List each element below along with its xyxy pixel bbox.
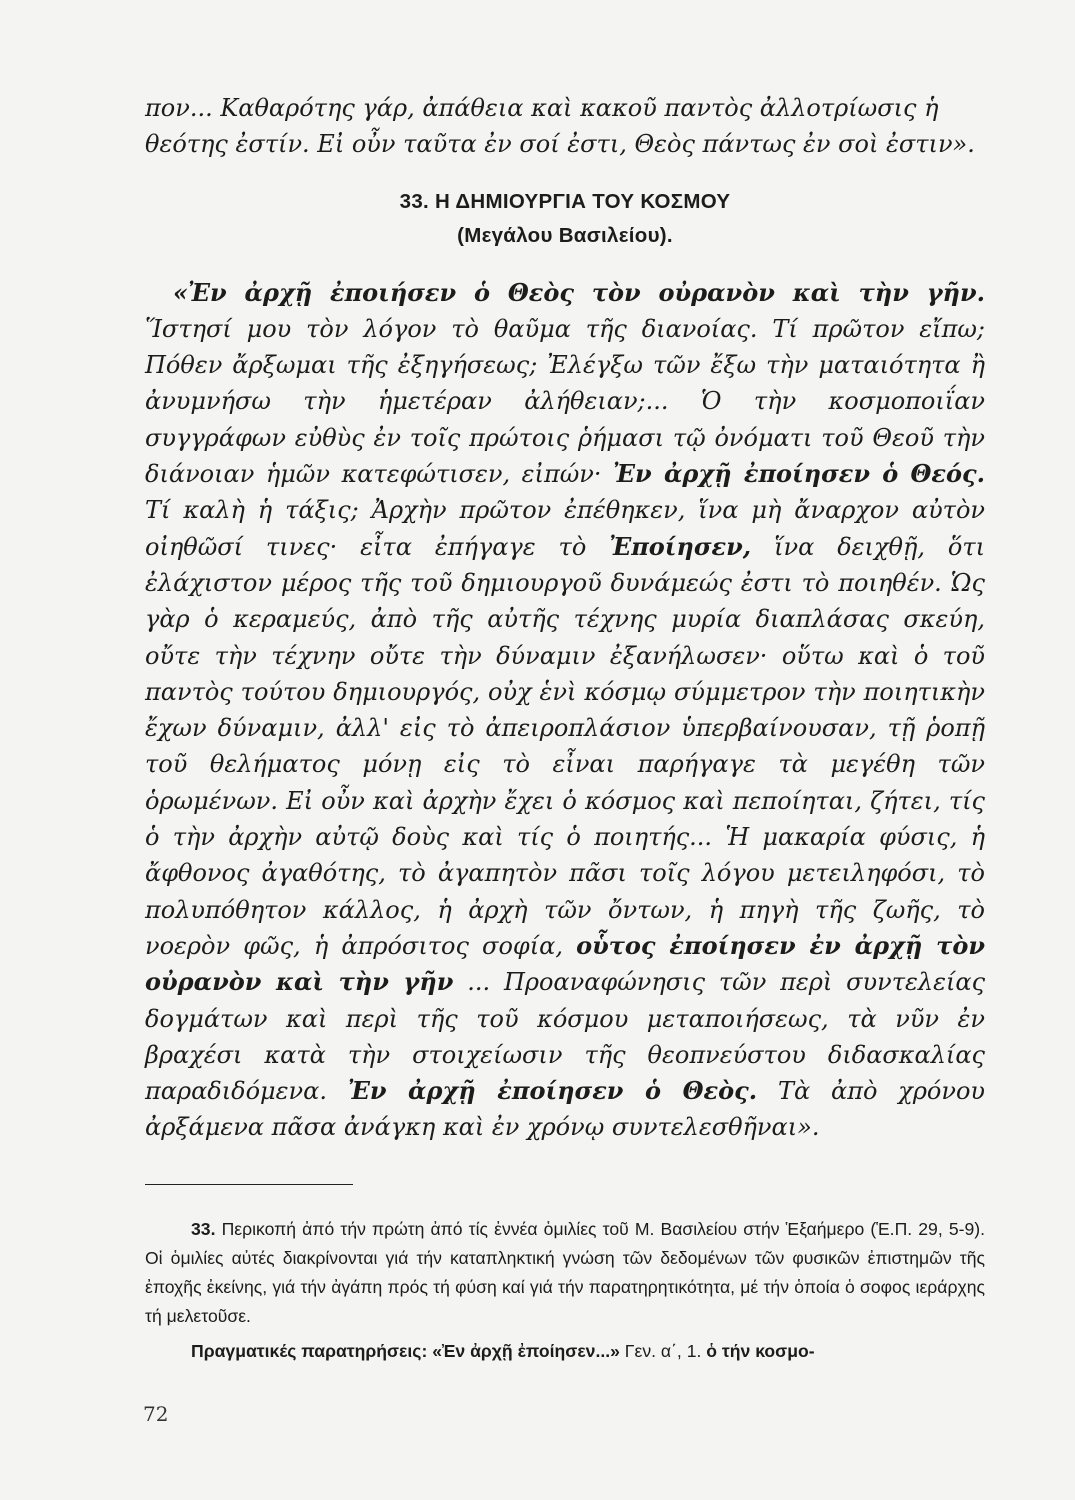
body-text-8: ... Προαναφώνησις τῶν περὶ συντελείας δογμάτων καὶ περὶ τῆς τοῦ κόσμου μεταποιήσεως, τὰ νῦν ἐν βραχέσι κατὰ τὴν στοιχείωσιν τῆς θεοπνεύστου διδασκαλίας παραδιδόμενα. [145,968,986,1106]
main-text [145,275,985,1146]
body-text-10: Τὰ ἀπὸ χρόνου ἀρξάμενα πᾶσα ἀνάγκη καὶ ἐν χρόνῳ συντελεσθῆναι». [145,1077,986,1142]
footnote-notes-tail: ὁ τήν κοσμο- [706,1340,815,1361]
intro-line-2: θεότης ἐστίν. Εἰ οὖν ταῦτα ἐν σοί ἐστι, Θεὸς πάντως ἐν σοὶ ἐστιν». [145,130,975,159]
footnote-notes-ref: Γεν. α΄, 1. [619,1340,707,1361]
body-bold-3: Ἐν ἀρχῇ ἐποίησεν ὁ Θεός. [613,459,985,489]
section-heading [145,185,985,253]
section-title-text: Η ΔΗΜΙΟΥΡΓΙΑ ΤΟΥ ΚΟΣΜΟΥ [435,189,731,213]
footnote-divider [145,1184,353,1185]
body-text-4: Τί καλὴ ἡ τάξις; Ἀρχὴν πρῶτον ἐπέθηκεν, ἵνα μὴ ἄναρχον αὐτὸν οἰηθῶσί τινες· εἶτα ἐπήγαγε τὸ [145,496,985,561]
intro-line-1: πον... Καθαρότης γάρ, ἀπάθεια καὶ κακοῦ παντὸς ἀλλοτρίωσις ἡ [145,94,939,122]
footnote-notes [145,1337,985,1366]
footnote-notes-label: Πραγματικές παρατηρήσεις: «Ἐν ἀρχῇ ἐποίησεν...» [191,1340,620,1361]
page-content [145,90,985,1366]
section-title [145,185,985,219]
body-bold-9: Ἐν ἀρχῇ ἐποίησεν ὁ Θεὸς. [347,1076,758,1106]
section-number: 33. [399,189,430,213]
body-bold-7: οὗτος ἐποίησεν ἐν ἀρχῇ τὸν οὐρανὸν καὶ τὴν γῆν [145,930,985,997]
intro-paragraph [145,90,985,163]
body-bold-5: Ἐποίησεν, [609,531,752,561]
body-text-6: ἵνα δειχθῇ, ὅτι ἐλάχιστον μέρος τῆς τοῦ δημιουργοῦ δυνάμεώς ἐστι τὸ ποιηθέν. Ὡς γὰρ ὁ κεραμεύς, ἀπὸ τῆς αὐτῆς τέχνης μυρία διαπλάσας σκεύη, οὔτε τὴν τέχνην οὔτε τὴν δύναμιν ἐξανήλωσεν· οὕτω καὶ ὁ τοῦ παντὸς τούτου δημιουργός, οὐχ ἑνὶ κόσμῳ σύμμετρον τὴν ποιητικὴν ἔχων δύναμιν, ἀλλ' εἰς τὸ ἀπειροπλάσιον ὑπερβαίνουσαν, τῇ ῥοπῇ τοῦ θελήματος μόνῃ εἰς τὸ εἶναι παρήγαγε τὰ μεγέθη τῶν ὁρωμένων. Εἰ οὖν καὶ ἀρχὴν ἔχει ὁ κόσμος καὶ πεποίηται, ζήτει, τίς ὁ τὴν ἀρχὴν αὐτῷ δοὺς καὶ τίς ὁ ποιητής... Ἡ μακαρία φύσις, ἡ ἄφθονος ἀγαθότης, τὸ ἀγαπητὸν πᾶσι τοῖς λόγου μετειληφόσι, τὸ πολυπόθητον κάλλος, ἡ ἀρχὴ τῶν ὄντων, ἡ πηγὴ τῆς ζωῆς, τὸ νοερὸν φῶς, ἡ ἀπρόσιτος σοφία, [145,532,986,960]
body-bold-1: «Ἐν ἀρχῇ ἐποιήσεν ὁ Θεὸς τὸν οὐρανὸν καὶ τὴν γῆν. [173,277,985,307]
section-subtitle: (Μεγάλου Βασιλείου). [457,223,673,247]
footnote-number: 33. [191,1218,216,1239]
footnote-text: Περικοπή ἀπό τήν πρώτη ἀπό τίς ἐννέα ὁμιλίες τοῦ Μ. Βασιλείου στήν Ἑξαήμερο (Ἑ.Π. 29, 5-9). Οἱ ὁμιλίες αὐτές διακρίνονται γιά τήν καταπληκτική γνώση τῶν δεδομένων τῶν φυσικῶν ἐπιστημῶν τῆς ἐποχῆς ἐκείνης, γιά τήν ἀγάπη πρός τή φύση καί γιά τήν παρατηρητικότητα, μέ τήν ὁποία ὁ σοφος ιεράρχης τή μελετοῦσε. [145,1218,985,1326]
body-text-2: Ἵστησί μου τὸν λόγον τὸ θαῦμα τῆς διανοίας. Τί πρῶτον εἴπω; Πόθεν ἄρξωμαι τῆς ἐξηγήσεως; Ἐλέγξω τῶν ἔξω τὴν ματαιότητα ἢ ἀνυμνήσω τὴν ἡμετέραν ἀλήθειαν;... Ὁ τὴν κοσμοποιΐαν συγγράφων εὐθὺς ἐν τοῖς πρώτοις ῥήμασι τῷ ὀνόματι τοῦ Θεοῦ τὴν διάνοιαν ἡμῶν κατεφώτισεν, εἰπών· [145,314,985,489]
page-number: 72 [143,1402,169,1426]
footnote-paragraph [145,1215,985,1331]
